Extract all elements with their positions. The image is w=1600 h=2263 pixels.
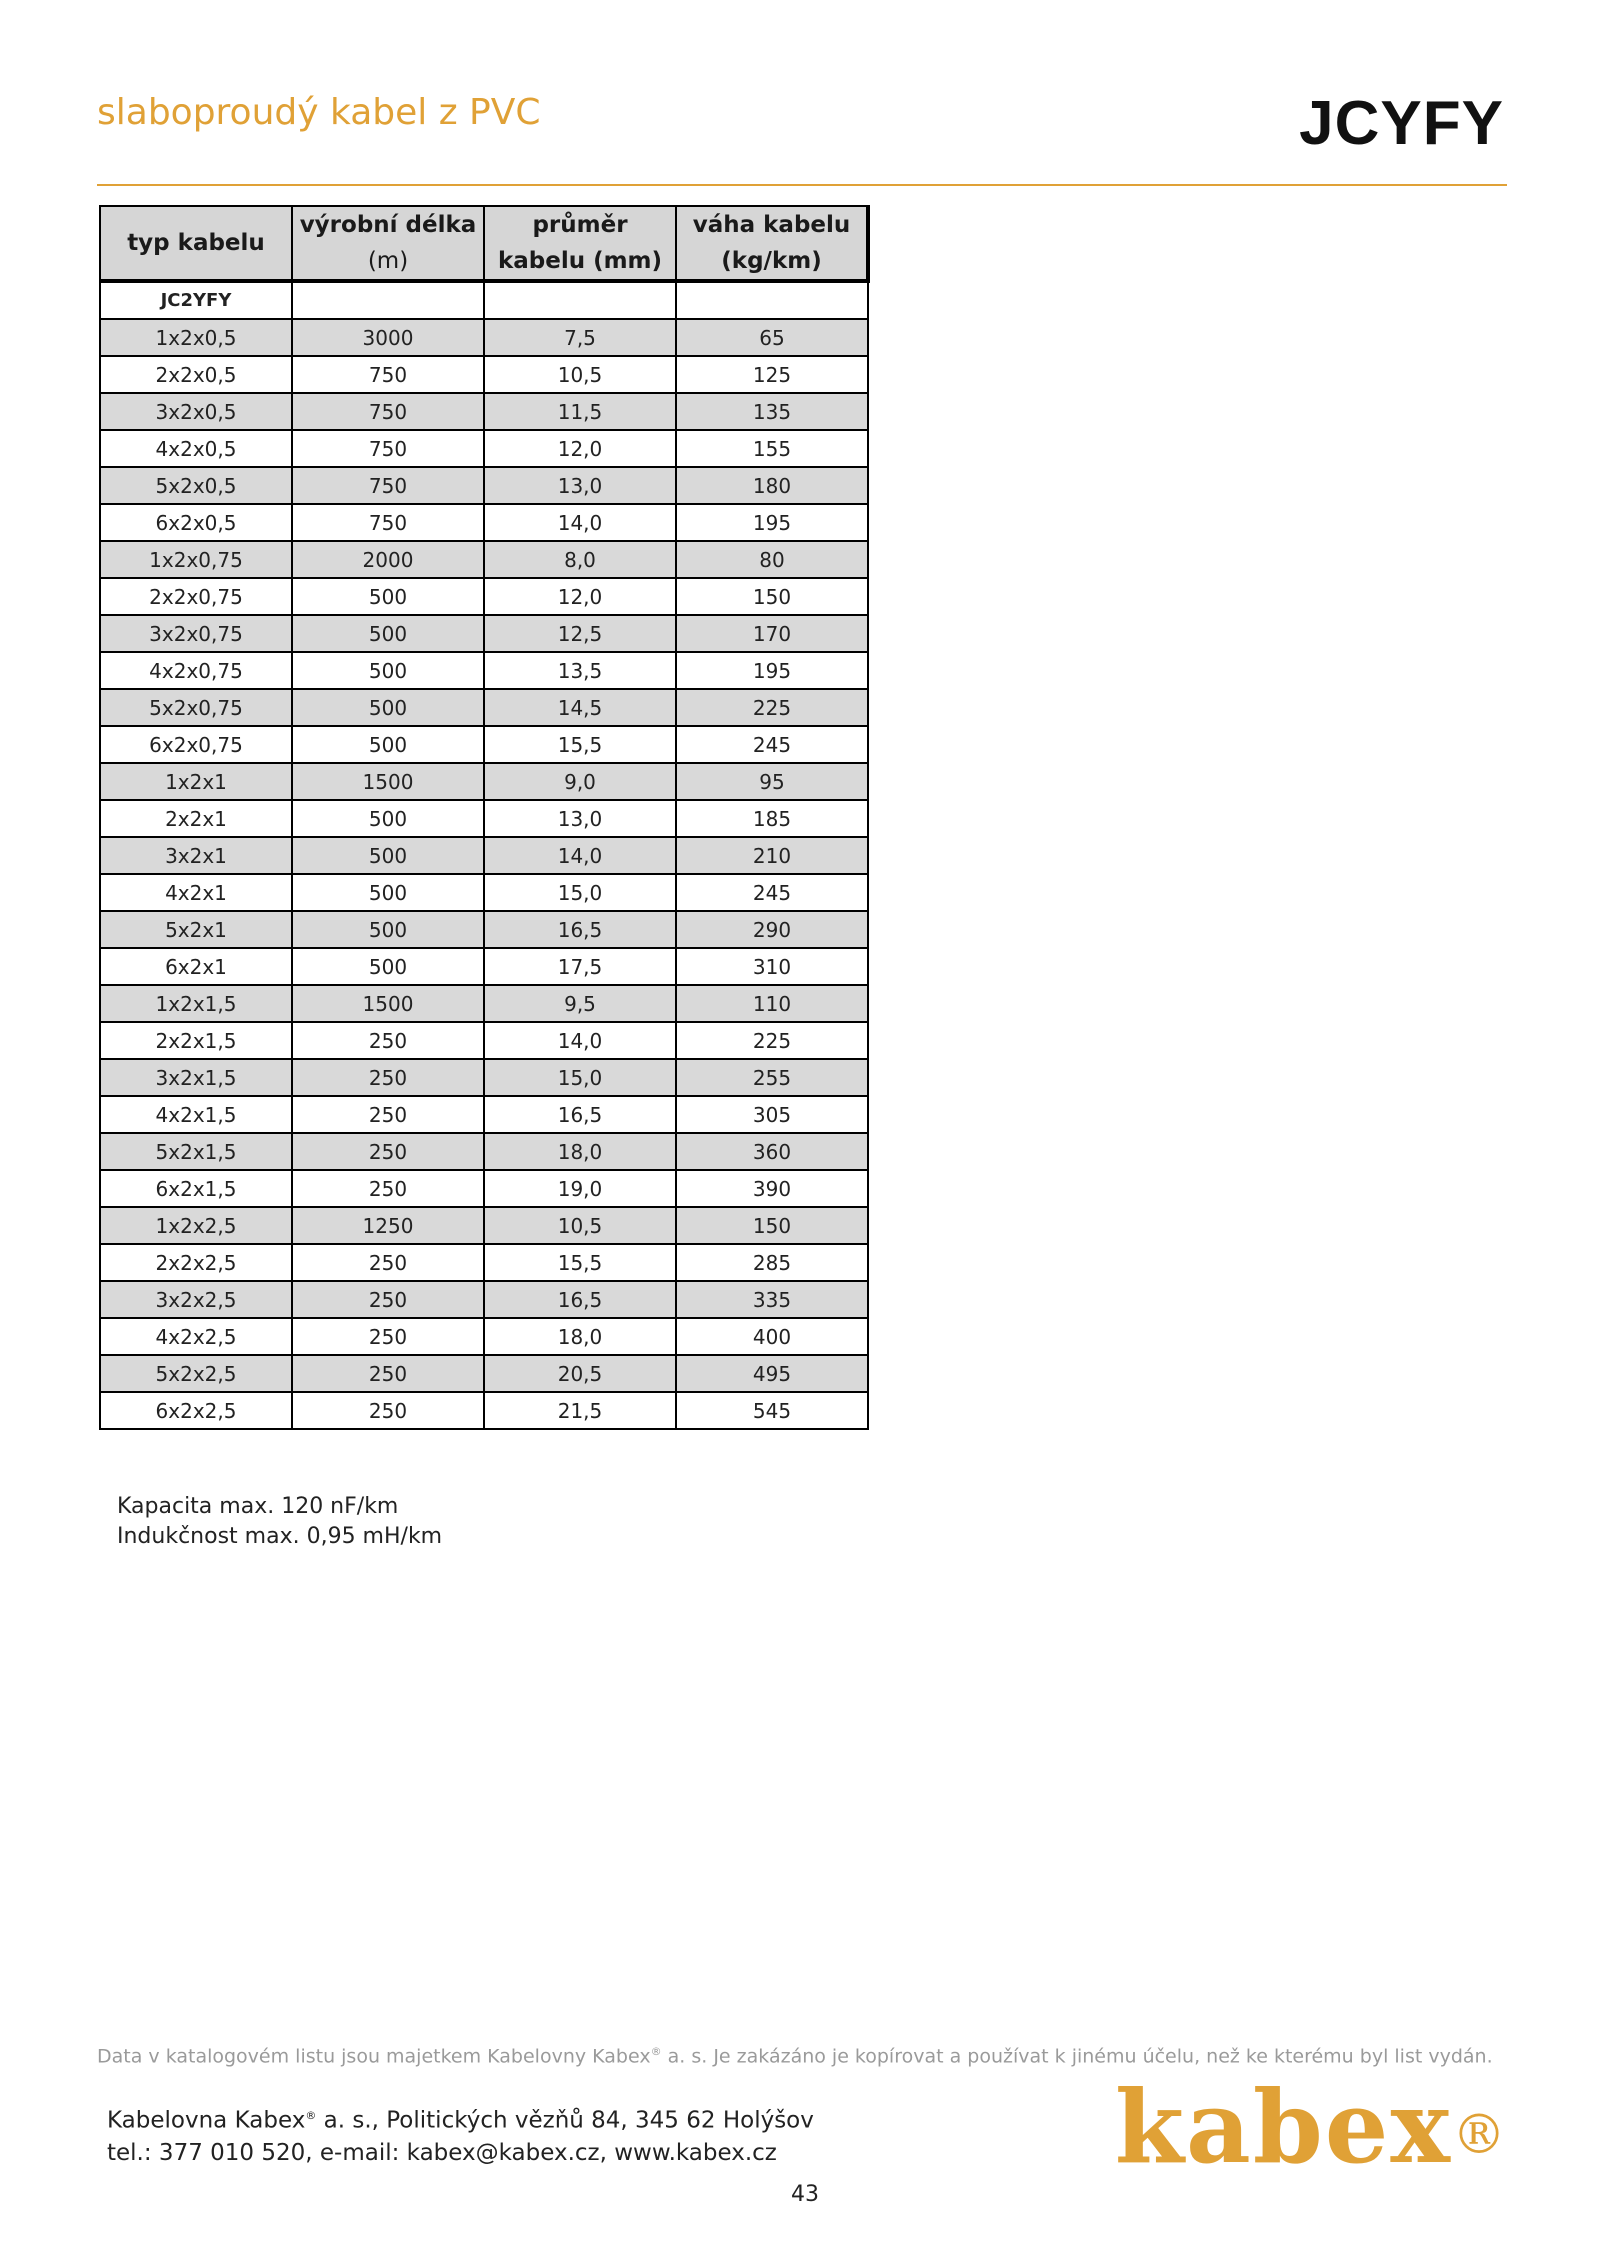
cell-type: 4x2x0,75 [100,652,292,689]
copyright-disclaimer: Data v katalogovém listu jsou majetkem Kabelovny Kabex® a. s. Je zakázáno je kopírovat a používat k jinému účelu, než ke kterému byl list vydán. [97,2045,1493,2068]
cell-length: 250 [292,1022,484,1059]
table-row [100,393,868,430]
cell-type: 6x2x0,75 [100,726,292,763]
cell-weight: 245 [676,726,868,763]
cell-type: 6x2x2,5 [100,1392,292,1429]
cell-type: 1x2x1,5 [100,985,292,1022]
cell-diameter: 20,5 [484,1355,676,1392]
table-row [100,504,868,541]
cell-type: 5x2x2,5 [100,1355,292,1392]
cell-length: 250 [292,1355,484,1392]
cell-diameter: 12,5 [484,615,676,652]
cell-diameter: 19,0 [484,1170,676,1207]
cell-weight: 150 [676,1207,868,1244]
cell-weight: 305 [676,1096,868,1133]
cell-diameter: 15,5 [484,726,676,763]
table-row [100,319,868,356]
cell-diameter: 11,5 [484,393,676,430]
cell-diameter: 14,5 [484,689,676,726]
cell-weight: 255 [676,1059,868,1096]
cell-weight: 495 [676,1355,868,1392]
cell-weight: 210 [676,837,868,874]
cell-length: 1500 [292,763,484,800]
cell-type: 1x2x0,75 [100,541,292,578]
cell-diameter: 21,5 [484,1392,676,1429]
table-row [100,948,868,985]
group-label: JC2YFY [100,281,292,319]
cell-length: 500 [292,652,484,689]
cell-length: 250 [292,1170,484,1207]
cell-type: 3x2x0,5 [100,393,292,430]
cell-weight: 95 [676,763,868,800]
cell-weight: 195 [676,504,868,541]
cell-diameter: 14,0 [484,837,676,874]
cell-type: 5x2x0,5 [100,467,292,504]
cell-length: 500 [292,837,484,874]
cell-type: 2x2x1,5 [100,1022,292,1059]
company-address: Kabelovna Kabex® a. s., Politických vězňů 84, 345 62 Holýšov tel.: 377 010 520, e-mail: kabex@kabex.cz, www.kabex.cz [107,2100,814,2169]
table-row [100,541,868,578]
table-row [100,1170,868,1207]
cell-length: 500 [292,726,484,763]
cell-type: 6x2x1,5 [100,1170,292,1207]
cell-length: 1500 [292,985,484,1022]
table-row [100,1318,868,1355]
page-subtitle: slaboproudý kabel z PVC [97,92,541,133]
cell-diameter: 12,0 [484,430,676,467]
table-row [100,615,868,652]
cell-diameter: 18,0 [484,1133,676,1170]
cell-length: 500 [292,615,484,652]
cell-length: 250 [292,1059,484,1096]
table-row [100,652,868,689]
cell-length: 250 [292,1281,484,1318]
kabex-logo: kabex® [1114,2068,1508,2186]
cell-type: 3x2x1,5 [100,1059,292,1096]
cell-type: 5x2x1 [100,911,292,948]
cell-weight: 335 [676,1281,868,1318]
capacity-note: Kapacita max. 120 nF/km [117,1494,399,1519]
cell-weight: 225 [676,1022,868,1059]
cell-weight: 290 [676,911,868,948]
cell-type: 3x2x1 [100,837,292,874]
cell-diameter: 14,0 [484,504,676,541]
table-row [100,1133,868,1170]
cell-type: 5x2x0,75 [100,689,292,726]
cell-type: 2x2x0,75 [100,578,292,615]
cell-diameter: 17,5 [484,948,676,985]
cell-diameter: 12,0 [484,578,676,615]
cell-diameter: 10,5 [484,1207,676,1244]
cell-type: 1x2x1 [100,763,292,800]
cell-weight: 135 [676,393,868,430]
cell-weight: 390 [676,1170,868,1207]
table-row [100,800,868,837]
column-header-weight: váha kabelu (kg/km) [676,206,868,281]
cell-type: 6x2x0,5 [100,504,292,541]
table-row [100,837,868,874]
cell-diameter: 16,5 [484,911,676,948]
cell-weight: 170 [676,615,868,652]
cell-length: 500 [292,911,484,948]
cell-length: 250 [292,1133,484,1170]
cell-weight: 225 [676,689,868,726]
cell-type: 4x2x0,5 [100,430,292,467]
cell-diameter: 15,5 [484,1244,676,1281]
cell-type: 2x2x2,5 [100,1244,292,1281]
cell-length: 500 [292,578,484,615]
page-number: 43 [791,2182,819,2207]
cell-weight: 185 [676,800,868,837]
cell-diameter: 10,5 [484,356,676,393]
table-row [100,726,868,763]
product-title: JCYFY [1299,89,1504,158]
cell-length: 750 [292,504,484,541]
table-row [100,1244,868,1281]
table-row [100,689,868,726]
cell-weight: 360 [676,1133,868,1170]
table-group-row [100,281,868,319]
cell-length: 500 [292,689,484,726]
cell-weight: 195 [676,652,868,689]
cell-diameter: 13,5 [484,652,676,689]
cell-length: 500 [292,800,484,837]
cell-diameter: 8,0 [484,541,676,578]
company-contact: tel.: 377 010 520, e-mail: kabex@kabex.cz, www.kabex.cz [107,2139,777,2166]
cell-diameter: 18,0 [484,1318,676,1355]
column-header-length: výrobní délka (m) [292,206,484,281]
cell-length: 250 [292,1096,484,1133]
cell-diameter: 7,5 [484,319,676,356]
cell-type: 2x2x1 [100,800,292,837]
cell-weight: 180 [676,467,868,504]
cell-type: 3x2x2,5 [100,1281,292,1318]
cell-length: 750 [292,393,484,430]
cell-weight: 65 [676,319,868,356]
cell-weight: 310 [676,948,868,985]
table-header-row [100,206,868,281]
cell-type: 2x2x0,5 [100,356,292,393]
column-header-diameter: průměr kabelu (mm) [484,206,676,281]
cell-type: 1x2x0,5 [100,319,292,356]
cell-weight: 400 [676,1318,868,1355]
cell-diameter: 16,5 [484,1096,676,1133]
table-row [100,1355,868,1392]
cell-weight: 80 [676,541,868,578]
cable-spec-table [99,205,870,1430]
cell-weight: 545 [676,1392,868,1429]
cell-diameter: 13,0 [484,800,676,837]
cell-length: 3000 [292,319,484,356]
cell-length: 500 [292,874,484,911]
table-row [100,356,868,393]
table-row [100,985,868,1022]
cell-length: 1250 [292,1207,484,1244]
cell-length: 250 [292,1318,484,1355]
cell-diameter: 16,5 [484,1281,676,1318]
table-row [100,1207,868,1244]
cell-length: 750 [292,467,484,504]
cell-type: 6x2x1 [100,948,292,985]
table-row [100,1281,868,1318]
cell-diameter: 9,0 [484,763,676,800]
cell-length: 750 [292,356,484,393]
cell-diameter: 9,5 [484,985,676,1022]
electrical-notes [117,1492,442,1552]
column-header-type: typ kabelu [100,206,292,281]
cell-type: 1x2x2,5 [100,1207,292,1244]
table-row [100,578,868,615]
cell-type: 5x2x1,5 [100,1133,292,1170]
table-row [100,1059,868,1096]
cell-length: 2000 [292,541,484,578]
table-row [100,763,868,800]
cell-length: 750 [292,430,484,467]
cell-length: 500 [292,948,484,985]
cell-length: 250 [292,1244,484,1281]
table-row [100,1096,868,1133]
cell-weight: 125 [676,356,868,393]
cell-diameter: 15,0 [484,1059,676,1096]
cell-diameter: 15,0 [484,874,676,911]
table-row [100,911,868,948]
table-row [100,1392,868,1429]
cell-weight: 150 [676,578,868,615]
cell-weight: 285 [676,1244,868,1281]
cell-type: 4x2x2,5 [100,1318,292,1355]
cell-type: 3x2x0,75 [100,615,292,652]
cell-weight: 245 [676,874,868,911]
cell-type: 4x2x1 [100,874,292,911]
cell-type: 4x2x1,5 [100,1096,292,1133]
table-row [100,467,868,504]
cell-weight: 155 [676,430,868,467]
cell-diameter: 14,0 [484,1022,676,1059]
header-divider [97,184,1507,186]
inductance-note: Indukčnost max. 0,95 mH/km [117,1524,443,1549]
table-row [100,430,868,467]
cell-length: 250 [292,1392,484,1429]
table-row [100,874,868,911]
table-row [100,1022,868,1059]
cell-diameter: 13,0 [484,467,676,504]
cell-weight: 110 [676,985,868,1022]
